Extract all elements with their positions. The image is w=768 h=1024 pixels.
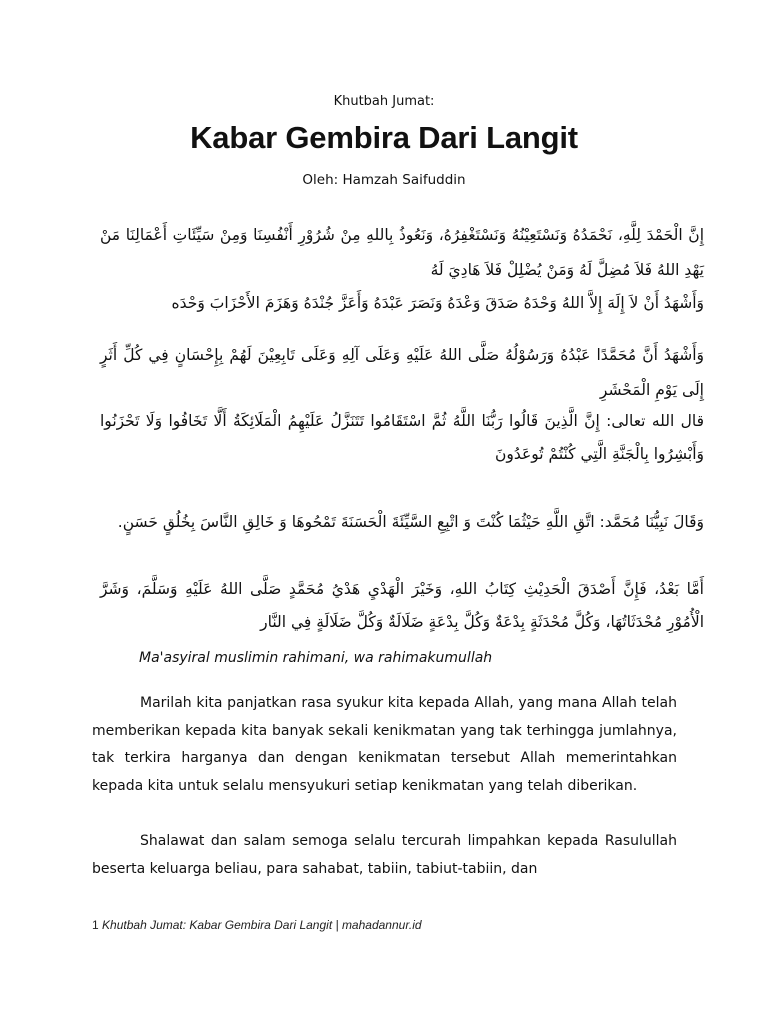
arabic-quran-verse: قال الله تعالى: إِنَّ الَّذِينَ قَالُوا رَبُّنَا اللَّهُ ثُمَّ اسْتَقَامُوا تَتَنَزَّلُ عَلَيْهِمُ الْمَلَائِكَةُ أَلَّا تَخَافُوا وَلَا تَحْزَنُوا وَأَبْشِرُوا بِالْجَنَّةِ الَّتِي كُنْتُمْ تُوعَدُونَ (100, 412, 704, 463)
document-kicker: Khutbah Jumat: (333, 94, 435, 109)
arabic-opening-praise: إِنَّ الْحَمْدَ لِلَّهِ، نَحْمَدُهُ وَنَسْتَعِيْنُهُ وَنَسْتَغْفِرُهُ، وَنَعُوذُ بِاللهِ مِنْ شُرُوْرِ أَنْفُسِنَا وَمِنْ سَيِّئَاتِ أَعْمَالِنَا مَنْ يَهْدِ اللهُ فَلاَ مُضِلَّ لَهُ وَمَنْ يُضْلِلْ فَلاَ هَادِيَ لَهُ (100, 226, 704, 279)
arabic-amma-badu: أَمَّا بَعْدُ، فَإِنَّ أَصْدَقَ الْحَدِيْثِ كِتَابُ اللهِ، وَخَيْرَ الْهَدْيِ هَدْيُ مُحَمَّدٍ صَلَّى اللهُ عَلَيْهِ وَسَلَّمَ، وَشَرَّ الْأُمُوْرِ مُحْدَثَاتُهَا، وَكُلَّ مُحْدَثَةٍ بِدْعَةٌ وَكُلَّ بِدْعَةٍ ضَلَالَةٌ وَكُلَّ ضَلَالَةٍ فِي النَّار (100, 580, 704, 631)
greeting-line: Ma'asyiral muslimin rahimani, wa rahimakumullah (139, 650, 493, 666)
arabic-hadith: وَقَالَ نَبِيُّنَا مُحَمَّد: اتَّقِ اللَّهِ حَيْثُمَا كُنْتَ وَ اتْبِعِ السَّيِّئَةَ الْحَسَنَةَ تَمْحُوهَا وَ خَالِقِ النَّاسَ بِخُلُقٍ حَسَنٍ. (117, 513, 704, 531)
page-footer (92, 918, 712, 932)
arabic-shahada-second: وَأَشْهَدُ أَنَّ مُحَمَّدًا عَبْدُهُ وَرَسُوْلُهُ صَلَّى اللهُ عَلَيْهِ وَعَلَى آلِهِ وَعَلَى تَابِعِيْنَ لَهُمْ بِإِحْسَانٍ فِي كُلِّ أَثَرٍ إِلَى يَوْمِ الْمَحْشَرِ (100, 346, 704, 399)
footer-text: Khutbah Jumat: Kabar Gembira Dari Langit | mahadannur.id (102, 918, 422, 932)
body-paragraph: Marilah kita panjatkan rasa syukur kita kepada Allah, yang mana Allah telah memberikan kepada kita banyak sekali kenikmatan yang tak terhingga jumlahnya, tak terkira harganya dan dengan kenikmatan tersebut Allah memerintahkan kepada kita untuk selalu mensyukuri setiap kenikmatan yang telah diberikan. (92, 695, 677, 794)
arabic-shahada-first: وَأَشْهَدُ أَنْ لاَ إِلَهَ إِلاَّ اللهُ وَحْدَهُ صَدَقَ وَعْدَهُ وَنَصَرَ عَبْدَهُ وَأَعَزَّ جُنْدَهُ وَهَزَمَ الأَحْزَابَ وَحْدَه (171, 294, 704, 312)
page-number: 1 (92, 918, 99, 932)
body-paragraph: Shalawat dan salam semoga selalu tercurah limpahkan kepada Rasulullah beserta keluarga beliau, para sahabat, tabiin, tabiut-tabiin, dan (92, 833, 677, 877)
document-author: Oleh: Hamzah Saifuddin (302, 172, 466, 188)
document-title: Kabar Gembira Dari Langit (190, 120, 578, 155)
